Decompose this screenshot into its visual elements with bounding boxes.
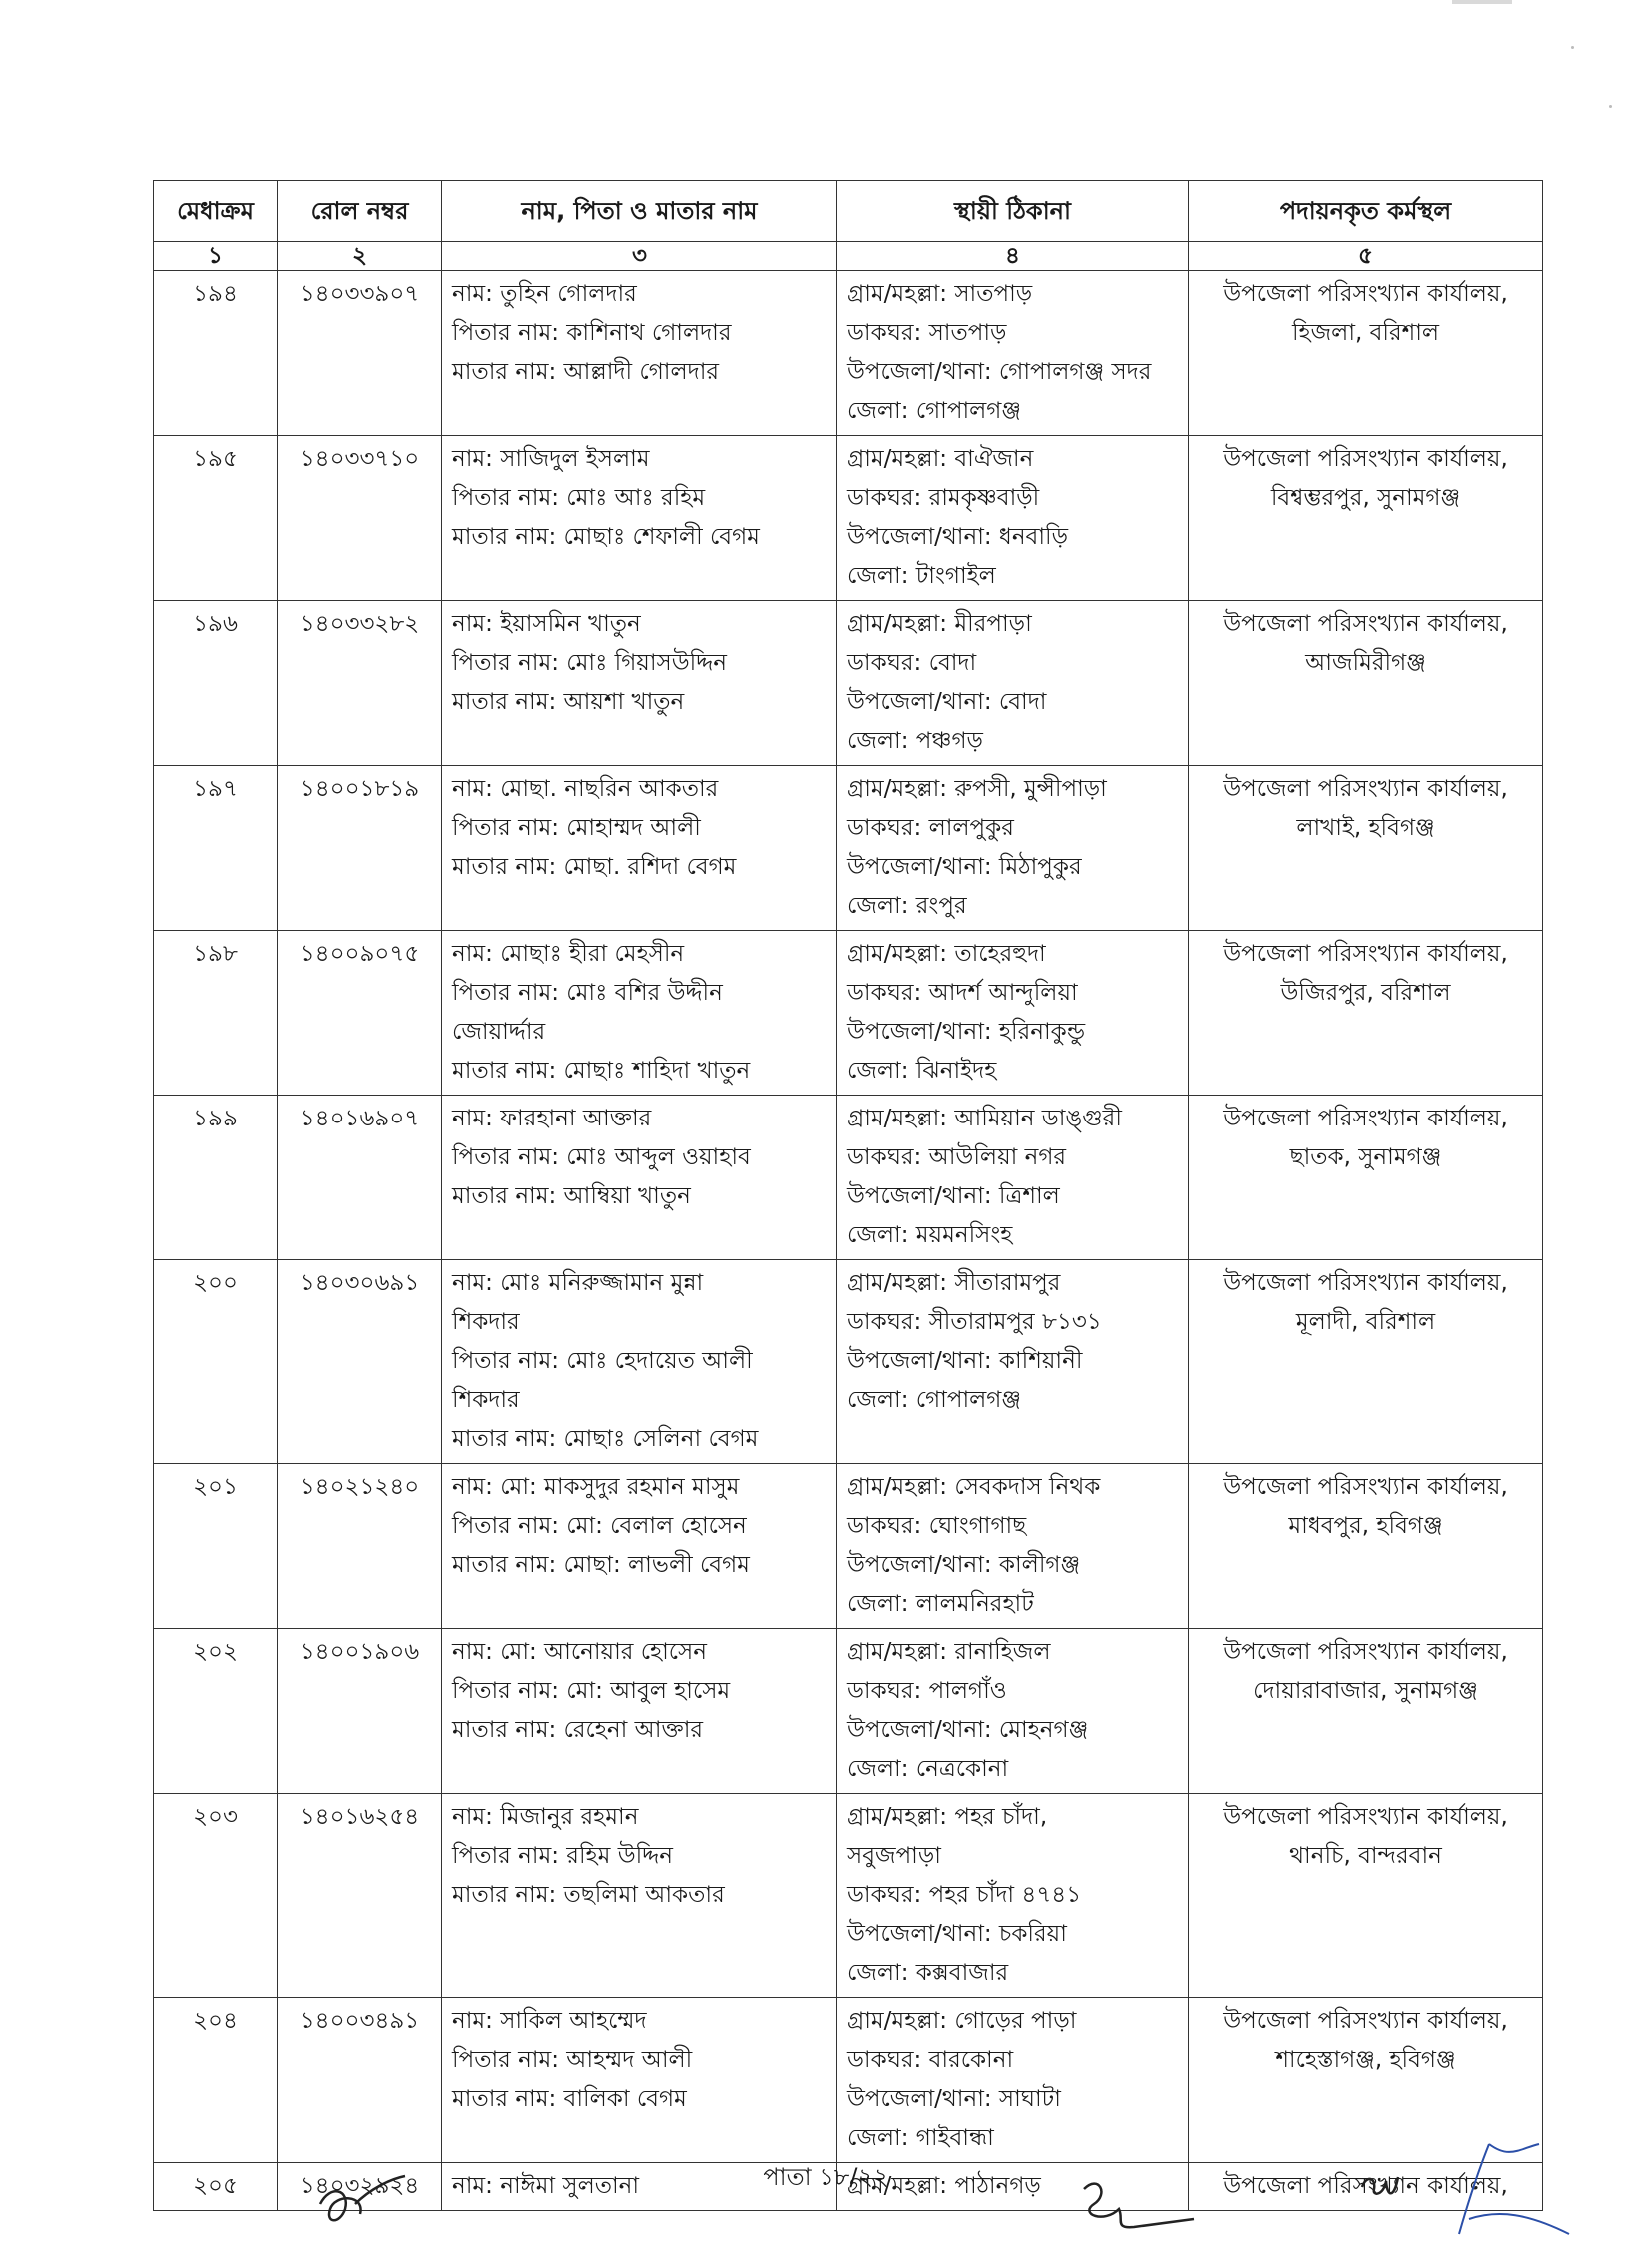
address-line: গ্রাম/মহল্লা: রানাহিজল	[847, 1639, 1051, 1665]
address-cell	[837, 1794, 1189, 1998]
posting-cell	[1189, 1096, 1543, 1260]
name-line: পিতার নাম: মো: আবুল হাসেম	[452, 1678, 731, 1704]
posting-line: উপজেলা পরিসংখ্যান কার্যালয়,	[1223, 1639, 1508, 1665]
merit-number: ১৯৫	[154, 436, 278, 601]
scan-speck	[1571, 46, 1574, 49]
address-line: উপজেলা/থানা: মিঠাপুকুর	[847, 854, 1082, 880]
posting-line: থানচি, বান্দরবান	[1289, 1843, 1442, 1869]
table-row	[154, 1464, 1543, 1629]
address-line: ডাকঘর: রামকৃষ্ণবাড়ী	[847, 485, 1040, 511]
name-line: মাতার নাম: রেহেনা আক্তার	[452, 1717, 704, 1743]
posting-line: উপজেলা পরিসংখ্যান কার্যালয়,	[1223, 1270, 1508, 1296]
name-line: পিতার নাম: রহিম উদ্দিন	[452, 1843, 673, 1869]
name-cell	[442, 1260, 837, 1464]
column-number: ১	[154, 242, 278, 271]
merit-number: ১৯৪	[154, 271, 278, 436]
page-corner-mark	[1452, 0, 1512, 4]
name-cell	[442, 931, 837, 1096]
roll-number: ১৪০১৬২৫৪	[278, 1794, 442, 1998]
posting-line: উপজেলা পরিসংখ্যান কার্যালয়,	[1223, 1106, 1508, 1131]
address-line: উপজেলা/থানা: বোদা	[847, 689, 1047, 715]
address-cell	[837, 1629, 1189, 1794]
roll-number: ১৪০৩৩৭১০	[278, 436, 442, 601]
posting-line: দোয়ারাবাজার, সুনামগঞ্জ	[1253, 1678, 1478, 1704]
address-line: জেলা: রংপুর	[847, 893, 967, 919]
name-line: মাতার নাম: তছলিমা আকতার	[452, 1882, 725, 1908]
address-line: উপজেলা/থানা: গোপালগঞ্জ সদর	[847, 359, 1152, 385]
signature-right-stroke	[1449, 2139, 1579, 2239]
name-line: মাতার নাম: মোছা: লাভলী বেগম	[452, 1552, 750, 1578]
roll-number: ১৪০৩২৯২৪	[278, 2163, 442, 2211]
name-line: মাতার নাম: মোছাঃ শেফালী বেগম	[452, 524, 760, 550]
roll-number: ১৪০০১৯০৬	[278, 1629, 442, 1794]
posting-line: শাহেস্তাগঞ্জ, হবিগঞ্জ	[1275, 2047, 1456, 2073]
posting-line: উপজেলা পরিসংখ্যান কার্যালয়,	[1223, 2173, 1508, 2199]
name-line: নাম: ফারহানা আক্তার	[452, 1106, 652, 1131]
address-line: উপজেলা/থানা: ত্রিশাল	[847, 1183, 1060, 1209]
name-line: পিতার নাম: মোঃ আঃ রহিম	[452, 485, 706, 511]
posting-cell	[1189, 766, 1543, 931]
merit-number: ২০৪	[154, 1998, 278, 2163]
address-line: ডাকঘর: সীতারামপুর ৮১৩১	[847, 1309, 1102, 1335]
roll-number: ১৪০২১২৪০	[278, 1464, 442, 1629]
posting-line: হিজলা, বরিশাল	[1291, 320, 1440, 346]
address-line: জেলা: লালমনিরহাট	[847, 1591, 1034, 1617]
address-cell	[837, 1998, 1189, 2163]
signature-left	[310, 2164, 410, 2234]
column-header-address: স্থায়ী ঠিকানা	[837, 181, 1189, 242]
merit-number: ২০৫	[154, 2163, 278, 2211]
roll-number: ১৪০০৩৪৯১	[278, 1998, 442, 2163]
column-header-roll: রোল নম্বর	[278, 181, 442, 242]
name-line: পিতার নাম: মোহাম্মদ আলী	[452, 815, 701, 841]
column-number: ২	[278, 242, 442, 271]
merit-number: ২০১	[154, 1464, 278, 1629]
merit-number: ১৯৭	[154, 766, 278, 931]
address-line: জেলা: কক্সবাজার	[847, 1960, 1009, 1986]
name-line: পিতার নাম: মোঃ হেদায়েত আলী	[452, 1348, 753, 1374]
table-row	[154, 1998, 1543, 2163]
posting-cell	[1189, 1998, 1543, 2163]
scan-speck	[1609, 105, 1612, 108]
name-cell	[442, 1998, 837, 2163]
merit-number: ২০২	[154, 1629, 278, 1794]
name-line: নাম: মো: মাকসুদুর রহমান মাসুম	[452, 1474, 740, 1500]
name-line: মাতার নাম: মোছাঃ শাহিদা খাতুন	[452, 1058, 751, 1084]
posting-line: লাখাই, হবিগঞ্জ	[1296, 815, 1435, 841]
name-line: শিকদার	[452, 1309, 520, 1335]
name-line: মাতার নাম: আয়শা খাতুন	[452, 689, 685, 715]
address-cell	[837, 1260, 1189, 1464]
address-line: গ্রাম/মহল্লা: আমিয়ান ডাঙ্গুরী	[847, 1106, 1122, 1131]
address-line: গ্রাম/মহল্লা: পহর চাঁদা,	[847, 1804, 1048, 1830]
merit-number: ২০০	[154, 1260, 278, 1464]
name-line: নাম: তুহিন গোলদার	[452, 281, 637, 307]
posting-line: বিশ্বম্ভরপুর, সুনামগঞ্জ	[1270, 485, 1461, 511]
address-cell	[837, 601, 1189, 766]
name-line: নাম: মোছাঃ হীরা মেহসীন	[452, 941, 685, 967]
table-row	[154, 436, 1543, 601]
posting-cell	[1189, 1464, 1543, 1629]
posting-line: উপজেলা পরিসংখ্যান কার্যালয়,	[1223, 1474, 1508, 1500]
column-number-row	[154, 242, 1543, 271]
posting-cell	[1189, 601, 1543, 766]
address-line: জেলা: ঝিনাইদহ	[847, 1058, 997, 1084]
table-row	[154, 766, 1543, 931]
name-cell	[442, 271, 837, 436]
address-line: গ্রাম/মহল্লা: তাহেরহুদা	[847, 941, 1046, 967]
address-line: ডাকঘর: বারকোনা	[847, 2047, 1014, 2073]
merit-number: ১৯৮	[154, 931, 278, 1096]
table-row	[154, 1260, 1543, 1464]
address-line: গ্রাম/মহল্লা: গোড়ের পাড়া	[847, 2008, 1077, 2034]
table-row	[154, 1096, 1543, 1260]
name-line: নাম: মোছা. নাছরিন আকতার	[452, 776, 719, 802]
name-line: পিতার নাম: মোঃ আব্দুল ওয়াহাব	[452, 1144, 751, 1170]
address-cell	[837, 931, 1189, 1096]
roll-number: ১৪০৩৩২৮২	[278, 601, 442, 766]
posting-cell	[1189, 1629, 1543, 1794]
address-line: উপজেলা/থানা: মোহনগঞ্জ	[847, 1717, 1089, 1743]
address-line: উপজেলা/থানা: কাশিয়ানী	[847, 1348, 1083, 1374]
merit-number: ২০৩	[154, 1794, 278, 1998]
address-line: গ্রাম/মহল্লা: সেবকদাস নিথক	[847, 1474, 1101, 1500]
posting-line: আজমিরীগঞ্জ	[1305, 650, 1426, 676]
address-line: উপজেলা/থানা: চকরিয়া	[847, 1921, 1067, 1947]
posting-line: মূলাদী, বরিশাল	[1295, 1309, 1436, 1335]
address-line: উপজেলা/থানা: কালীগঞ্জ	[847, 1552, 1081, 1578]
address-line: জেলা: ময়মনসিংহ	[847, 1222, 1013, 1248]
posting-line: উজিরপুর, বরিশাল	[1280, 980, 1451, 1006]
merit-number: ১৯৯	[154, 1096, 278, 1260]
merit-number: ১৯৬	[154, 601, 278, 766]
address-line: উপজেলা/থানা: ধনবাড়ি	[847, 524, 1069, 550]
address-line: সবুজপাড়া	[847, 1843, 941, 1869]
address-line: ডাকঘর: আউলিয়া নগর	[847, 1144, 1067, 1170]
posting-line: ছাতক, সুনামগঞ্জ	[1289, 1144, 1442, 1170]
name-line: মাতার নাম: আল্লাদী গোলদার	[452, 359, 720, 385]
merit-list-table	[153, 180, 1543, 2211]
name-line: নাম: মিজানুর রহমান	[452, 1804, 639, 1830]
address-cell	[837, 1464, 1189, 1629]
name-line: জোয়ার্দ্দার	[452, 1019, 546, 1045]
name-line: শিকদার	[452, 1387, 520, 1413]
posting-line: উপজেলা পরিসংখ্যান কার্যালয়,	[1223, 941, 1508, 967]
address-line: ডাকঘর: পহর চাঁদা ৪৭৪১	[847, 1882, 1082, 1908]
column-header-merit: মেধাক্রম	[154, 181, 278, 242]
name-line: পিতার নাম: মো: বেলাল হোসেন	[452, 1513, 747, 1539]
name-line: পিতার নাম: মোঃ বশির উদ্দীন	[452, 980, 723, 1006]
table-header-row	[154, 181, 1543, 242]
posting-line: উপজেলা পরিসংখ্যান কার্যালয়,	[1223, 776, 1508, 802]
posting-cell	[1189, 1260, 1543, 1464]
column-header-name: নাম, পিতা ও মাতার নাম	[442, 181, 837, 242]
posting-cell	[1189, 931, 1543, 1096]
roll-number: ১৪০০৯০৭৫	[278, 931, 442, 1096]
name-line: মাতার নাম: মোছা. রশিদা বেগম	[452, 854, 737, 880]
name-cell	[442, 766, 837, 931]
address-cell	[837, 1096, 1189, 1260]
name-line: মাতার নাম: মোছাঃ সেলিনা বেগম	[452, 1426, 759, 1452]
address-line: গ্রাম/মহল্লা: পাঠানগড়	[847, 2173, 1041, 2199]
posting-line: উপজেলা পরিসংখ্যান কার্যালয়,	[1223, 1804, 1508, 1830]
address-line: উপজেলা/থানা: হরিনাকুন্ডু	[847, 1019, 1086, 1045]
name-line: পিতার নাম: আহম্মদ আলী	[452, 2047, 693, 2073]
table-row	[154, 601, 1543, 766]
table-row	[154, 1629, 1543, 1794]
signature-middle	[1074, 2169, 1204, 2239]
name-cell	[442, 1464, 837, 1629]
address-line: ডাকঘর: বোদা	[847, 650, 977, 676]
posting-cell	[1189, 436, 1543, 601]
address-line: গ্রাম/মহল্লা: বাঐজান	[847, 446, 1034, 472]
address-line: ডাকঘর: লালপুকুর	[847, 815, 1014, 841]
address-line: জেলা: নেত্রকোনা	[847, 1756, 1009, 1782]
table-body	[154, 271, 1543, 2211]
name-line: পিতার নাম: মোঃ গিয়াসউদ্দিন	[452, 650, 727, 676]
address-line: ডাকঘর: সাতপাড়	[847, 320, 1007, 346]
roll-number: ১৪০৩০৬৯১	[278, 1260, 442, 1464]
table-row	[154, 271, 1543, 436]
address-line: ডাকঘর: ঘোংগাগাছ	[847, 1513, 1027, 1539]
column-number: ৪	[837, 242, 1189, 271]
roll-number: ১৪০৩৩৯০৭	[278, 271, 442, 436]
address-line: জেলা: গোপালগঞ্জ	[847, 398, 1021, 424]
posting-line: উপজেলা পরিসংখ্যান কার্যালয়,	[1223, 611, 1508, 637]
roll-number: ১৪০০১৮১৯	[278, 766, 442, 931]
posting-cell	[1189, 271, 1543, 436]
address-line: জেলা: গাইবান্ধা	[847, 2125, 994, 2151]
address-cell	[837, 271, 1189, 436]
name-cell	[442, 601, 837, 766]
name-line: পিতার নাম: কাশিনাথ গোলদার	[452, 320, 732, 346]
name-line: নাম: নাঈমা সুলতানা	[452, 2173, 640, 2199]
roll-number: ১৪০১৬৯০৭	[278, 1096, 442, 1260]
name-cell	[442, 1794, 837, 1998]
name-cell	[442, 436, 837, 601]
column-header-posting: পদায়নকৃত কর্মস্থল	[1189, 181, 1543, 242]
address-line: ডাকঘর: পালগাঁও	[847, 1678, 1007, 1704]
address-line: জেলা: পঞ্চগড়	[847, 728, 983, 754]
page-number: পাতা ১৮/২২	[763, 2163, 889, 2191]
table-row	[154, 1794, 1543, 1998]
address-line: ডাকঘর: আদর্শ আন্দুলিয়া	[847, 980, 1078, 1006]
name-line: মাতার নাম: আম্বিয়া খাতুন	[452, 1183, 691, 1209]
address-line: গ্রাম/মহল্লা: সীতারামপুর	[847, 1270, 1061, 1296]
address-line: উপজেলা/থানা: সাঘাটা	[847, 2086, 1061, 2112]
address-cell	[837, 436, 1189, 601]
address-line: গ্রাম/মহল্লা: মীরপাড়া	[847, 611, 1032, 637]
posting-line: উপজেলা পরিসংখ্যান কার্যালয়,	[1223, 2008, 1508, 2034]
name-cell	[442, 1629, 837, 1794]
column-number: ৩	[442, 242, 837, 271]
posting-line: উপজেলা পরিসংখ্যান কার্যালয়,	[1223, 281, 1508, 307]
table-row	[154, 931, 1543, 1096]
posting-line: মাধবপুর, হবিগঞ্জ	[1288, 1513, 1443, 1539]
name-line: নাম: মোঃ মনিরুজ্জামান মুন্না	[452, 1270, 704, 1296]
name-line: নাম: সাজিদুল ইসলাম	[452, 446, 650, 472]
signature-right-initial	[1354, 2167, 1404, 2207]
address-line: গ্রাম/মহল্লা: রুপসী, মুন্সীপাড়া	[847, 776, 1107, 802]
name-line: মাতার নাম: বালিকা বেগম	[452, 2086, 687, 2112]
address-line: গ্রাম/মহল্লা: সাতপাড়	[847, 281, 1033, 307]
name-line: নাম: মো: আনোয়ার হোসেন	[452, 1639, 707, 1665]
name-cell	[442, 1096, 837, 1260]
address-line: জেলা: গোপালগঞ্জ	[847, 1387, 1021, 1413]
name-line: নাম: সাকিল আহম্মেদ	[452, 2008, 647, 2034]
posting-cell	[1189, 1794, 1543, 1998]
column-number: ৫	[1189, 242, 1543, 271]
name-line: নাম: ইয়াসমিন খাতুন	[452, 611, 641, 637]
address-cell	[837, 766, 1189, 931]
posting-line: উপজেলা পরিসংখ্যান কার্যালয়,	[1223, 446, 1508, 472]
address-line: জেলা: টাংগাইল	[847, 563, 996, 589]
